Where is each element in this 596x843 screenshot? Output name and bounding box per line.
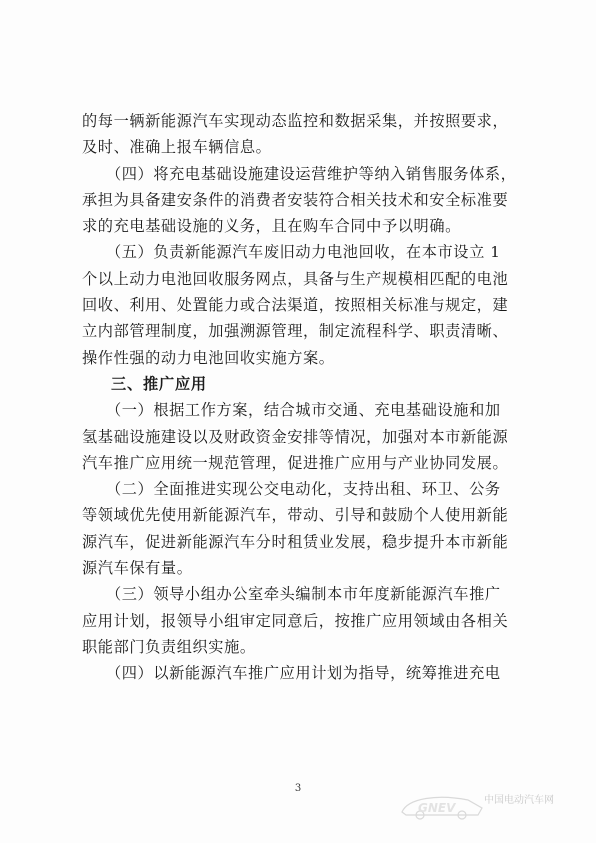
body-line: 个以上动力电池回收服务网点，具备与生产规模相匹配的电池 — [82, 269, 509, 288]
page-number: 3 — [294, 783, 302, 794]
body-line: 汽车推广应用统一规范管理，促进推广应用与产业协同发展。 — [82, 453, 509, 472]
watermark-logo: GNEV — [418, 801, 456, 815]
body-line: 等领域优先使用新能源汽车，带动、引导和鼓励个人使用新能 — [82, 506, 509, 525]
body-line: （三）领导小组办公室牵头编制本市年度新能源汽车推广 — [82, 585, 501, 604]
body-line: 操作性强的动力电池回收实施方案。 — [82, 348, 335, 367]
body-line: 职能部门负责组织实施。 — [82, 637, 256, 656]
body-line: 应用计划，报领导小组审定同意后，按推广应用领域由各相关 — [82, 611, 509, 630]
body-line: 回收、利用、处置能力或合法渠道，按照相关标准与规定，建 — [82, 296, 509, 315]
section-heading: 三、推广应用 — [111, 374, 207, 393]
body-line: （四）将充电基础设施建设运营维护等纳入销售服务体系， — [82, 164, 517, 183]
body-line: 源汽车保有量。 — [82, 559, 193, 578]
body-line: （一）根据工作方案，结合城市交通、充电基础设施和加 — [82, 401, 501, 420]
body-line: （四）以新能源汽车推广应用计划为指导，统筹推进充电 — [82, 664, 501, 683]
body-line: 求的充电基础设施的义务，且在购车合同中予以明确。 — [82, 217, 461, 236]
watermark-text: 中国电动汽车网 — [484, 795, 554, 806]
body-line: 承担为具备建安条件的消费者安装符合相关技术和安全标准要 — [82, 190, 509, 209]
body-line: 立内部管理制度，加强溯源管理，制定流程科学、职责清晰、 — [82, 322, 509, 341]
body-line: 氢基础设施建设以及财政资金安排等情况，加强对本市新能源 — [82, 427, 509, 446]
body-line: （二）全面推进实现公交电动化，支持出租、环卫、公务 — [82, 480, 501, 499]
watermark — [398, 788, 578, 824]
body-line: 源汽车，促进新能源汽车分时租赁业发展，稳步提升本市新能 — [82, 532, 509, 551]
body-line: （五）负责新能源汽车废旧动力电池回收，在本市设立 1 — [82, 243, 501, 262]
body-line: 的每一辆新能源汽车实现动态监控和数据采集，并按照要求， — [82, 112, 509, 130]
document-body — [82, 108, 522, 687]
body-line: 及时、准确上报车辆信息。 — [82, 138, 272, 157]
